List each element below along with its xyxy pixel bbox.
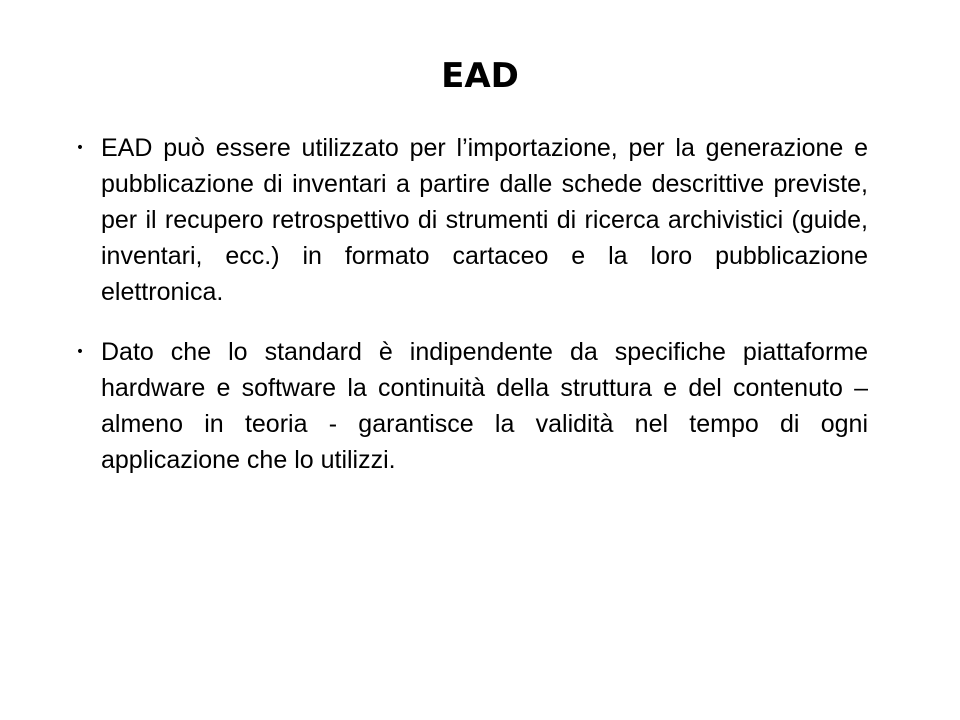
bullet-list — [72, 130, 868, 502]
bullet-dot-icon: • — [75, 344, 85, 360]
bullet-item — [72, 130, 868, 310]
bullet-text: Dato che lo standard è indipendente da specifiche piattaforme hardware e software la continuità della struttura e del contenuto – almeno in teoria - garantisce la validità nel tempo di ogni applicazione che lo utilizzi. — [101, 338, 868, 474]
bullet-dot-icon: • — [75, 140, 85, 156]
slide-title: EAD — [441, 56, 519, 96]
bullet-item — [72, 334, 868, 478]
bullet-text: EAD può essere utilizzato per l’importazione, per la generazione e pubblicazione di inventari a partire dalle schede descrittive previste, per il recupero retrospettivo di strumenti di ricerca archivistici (guide, inventari, ecc.) in formato cartaceo e la loro pubblicazione elettronica. — [101, 134, 868, 306]
